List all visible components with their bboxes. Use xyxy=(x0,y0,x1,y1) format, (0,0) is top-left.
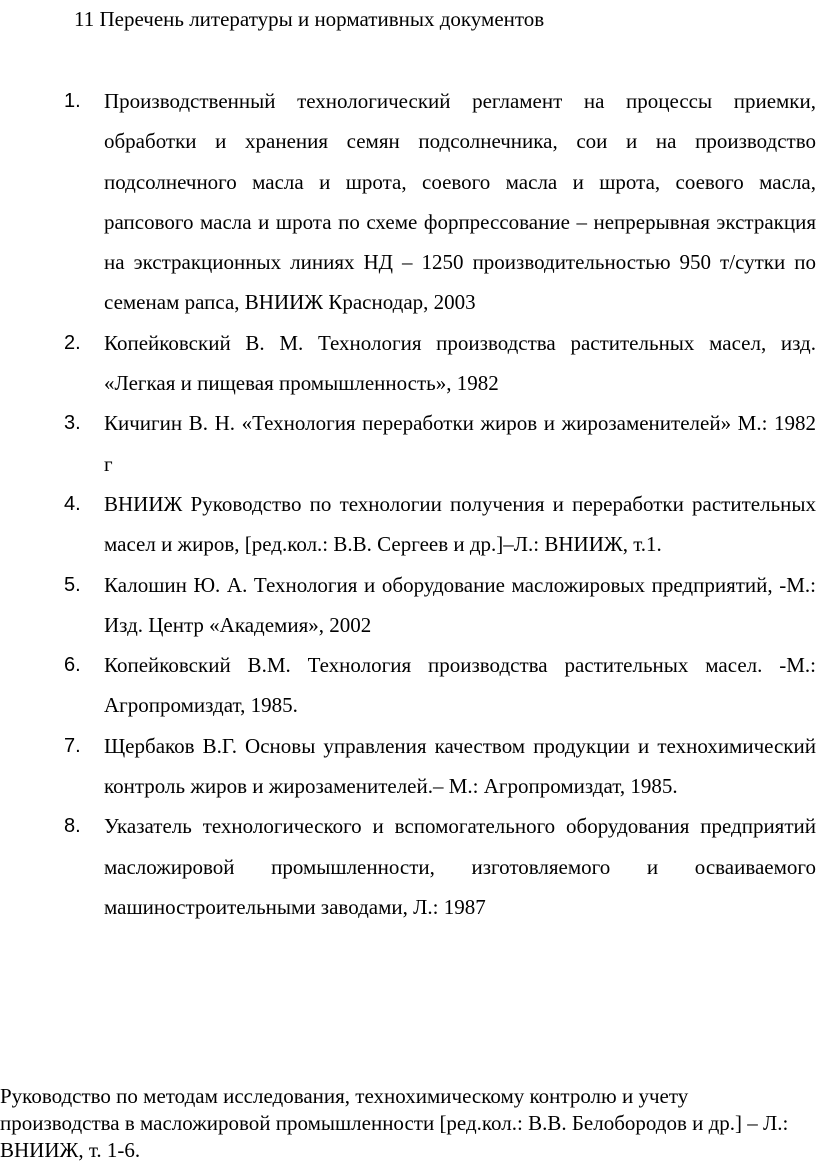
reference-item xyxy=(64,726,816,807)
reference-number: 1. xyxy=(64,90,81,112)
reference-item xyxy=(64,806,816,927)
trailing-paragraph: Руководство по методам исследования, технохимическому контролю и учету производства в масложировой промышленности [ред.кол.: В.В. Белобородов и др.] – Л.: ВНИИЖ, т. 1-6. xyxy=(0,1084,789,1162)
reference-number: 2. xyxy=(64,331,81,354)
reference-item xyxy=(64,323,816,404)
reference-text: ВНИИЖ Руководство по технологии получения и переработки растительных масел и жиров, [ред.кол.: В.В. Сергеев и др.]–Л.: ВНИИЖ, т.1. xyxy=(104,491,816,557)
reference-text: Щербаков В.Г. Основы управления качеством продукции и технохимический контроль жиров и жирозаменителей.– М.: Агропромиздат, 1985. xyxy=(104,733,816,799)
reference-number: 4. xyxy=(64,492,81,515)
reference-item xyxy=(64,645,816,726)
reference-number: 6. xyxy=(64,654,81,677)
reference-item xyxy=(64,484,816,565)
reference-text: Копейковский В.М. Технология производства растительных масел. -М.: Агропромиздат, 1985. xyxy=(104,653,816,718)
reference-text: Копейковский В. М. Технология производства растительных масел, изд. «Легкая и пищевая промышленность», 1982 xyxy=(104,330,816,396)
reference-number: 8. xyxy=(64,815,81,838)
reference-text: Производственный технологический регламент на процессы приемки, обработки и хранения семян подсолнечника, сои и на производство подсолнечного масла и шрота, соевого масла и шрота, соевого масла, рапсового масла и шрота по схеме форпрессование – непрерывная экстракция на экстракционных линиях НД – 1250 производительностью 950 т/сутки по семенам рапса, ВНИИЖ Краснодар, 2003 xyxy=(104,89,816,315)
reference-item xyxy=(64,81,816,323)
reference-item xyxy=(64,565,816,646)
reference-text: Калошин Ю. А. Технология и оборудование масложировых предприятий, -М.: Изд. Центр «Академия», 2002 xyxy=(104,572,816,637)
page-title: 11 Перечень литературы и нормативных документов xyxy=(74,7,545,31)
reference-number: 3. xyxy=(64,412,81,435)
reference-item xyxy=(64,403,816,484)
reference-number: 7. xyxy=(64,734,81,757)
reference-text: Указатель технологического и вспомогательного оборудования предприятий масложировой промышленности, изготовляемого и осваиваемого машиностроительными заводами, Л.: 1987 xyxy=(104,814,816,919)
reference-number: 5. xyxy=(64,573,81,596)
reference-text: Кичигин В. Н. «Технология переработки жиров и жирозаменителей» М.: 1982 г xyxy=(104,411,816,476)
reference-list xyxy=(64,81,816,927)
